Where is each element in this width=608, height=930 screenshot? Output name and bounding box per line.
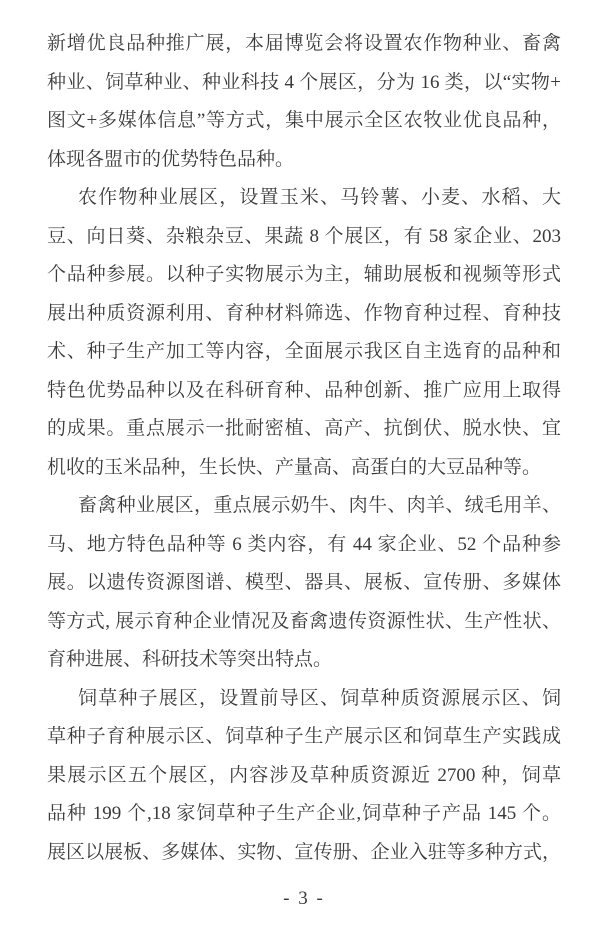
text-line: 展区以展板、多媒体、实物、宣传册、企业入驻等多种方式， <box>47 841 561 863</box>
text-line: 农作物种业展区，设置玉米、马铃薯、小麦、水稻、大 <box>78 187 561 208</box>
paragraph <box>47 25 561 179</box>
text-line: 育种进展、科研技术等突出特点。 <box>47 649 333 670</box>
paragraph <box>47 487 561 680</box>
text-line: 种业、饲草种业、种业科技 4 个展区，分为 16 类，以“实物+ <box>47 71 561 93</box>
text-line: 展出种质资源利用、育种材料筛选、作物育种过程、育种技 <box>47 302 561 324</box>
page-number: - 3 - <box>283 888 325 909</box>
document-body <box>47 25 561 872</box>
text-line: 果展示区五个展区，内容涉及草种质资源近 2700 种，饲草 <box>47 764 561 786</box>
paragraph <box>47 179 561 487</box>
text-line: 个品种参展。以种子实物展示为主，辅助展板和视频等形式 <box>47 264 561 285</box>
text-line: 机收的玉米品种，生长快、产量高、高蛋白的大豆品种等。 <box>47 456 542 478</box>
text-line: 术、种子生产加工等内容，全面展示我区自主选育的品种和 <box>47 341 561 362</box>
text-line: 畜禽种业展区，重点展示奶牛、肉牛、肉羊、绒毛用羊、 <box>78 495 561 516</box>
paragraph <box>47 680 561 873</box>
text-line: 饲草种子展区，设置前导区、饲草种质资源展示区、饲 <box>78 687 561 709</box>
text-line: 豆、向日葵、杂粮杂豆、果蔬 8 个展区，有 58 家企业、203 <box>47 225 561 247</box>
text-line: 新增优良品种推广展，本届博览会将设置农作物种业、畜禽 <box>47 33 561 54</box>
text-line: 马、地方特色品种等 6 类内容，有 44 家企业、52 个品种参 <box>47 533 561 555</box>
text-line: 特色优势品种以及在科研育种、品种创新、推广应用上取得 <box>47 379 561 401</box>
text-line: 草种子育种展示区、饲草种子生产展示区和饲草生产实践成 <box>47 726 561 747</box>
text-line: 等方式, 展示育种企业情况及畜禽遗传资源性状、生产性状、 <box>47 610 561 632</box>
text-line: 展。以遗传资源图谱、模型、器具、展板、宣传册、多媒体 <box>47 572 561 593</box>
text-line: 品种 199 个,18 家饲草种子生产企业,饲草种子产品 145 个。 <box>47 803 561 824</box>
text-line: 图文+多媒体信息”等方式，集中展示全区农牧业优良品种， <box>47 110 561 131</box>
text-line: 体现各盟市的优势特色品种。 <box>47 148 295 170</box>
text-line: 的成果。重点展示一批耐密植、高产、抗倒伏、脱水快、宜 <box>47 418 561 439</box>
